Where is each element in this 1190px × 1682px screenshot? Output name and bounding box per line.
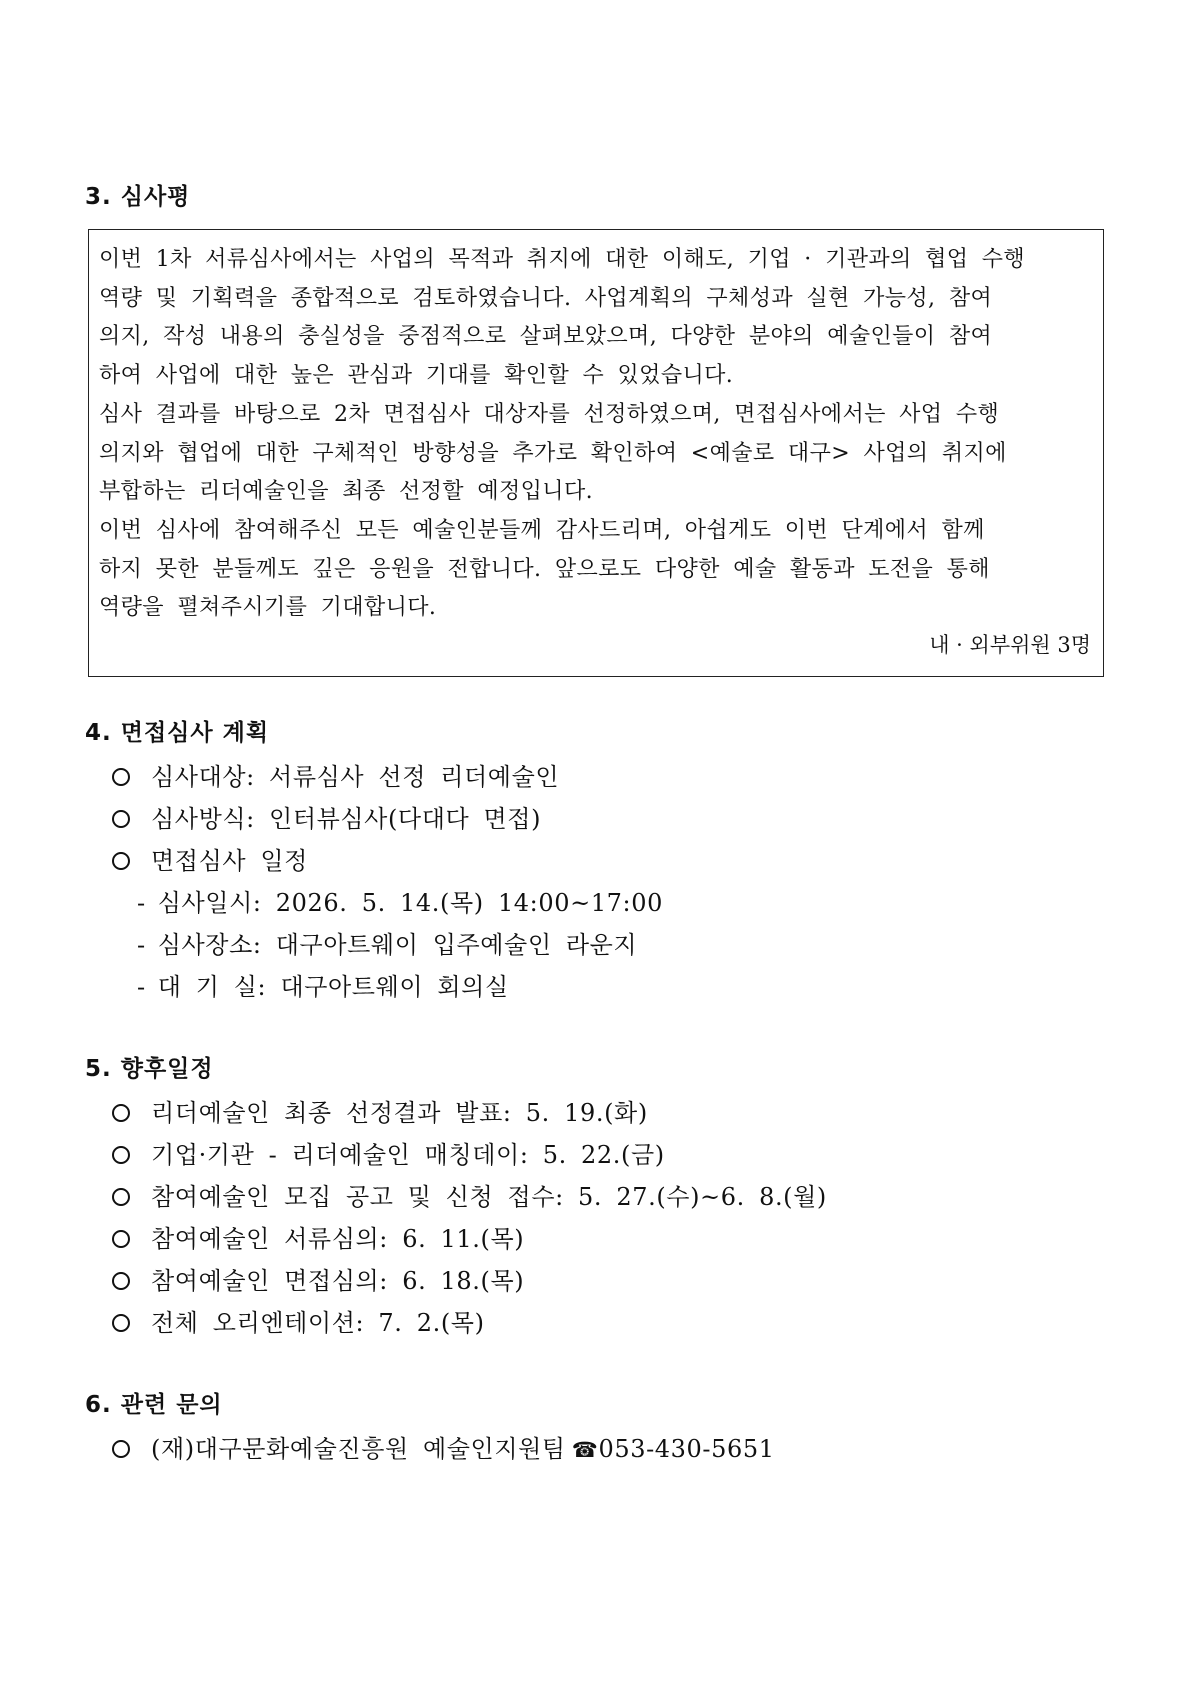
list-item [112, 798, 559, 840]
hollow-circle-icon [112, 1272, 130, 1290]
hollow-circle-icon [112, 1188, 130, 1206]
review-box [88, 229, 1104, 677]
interview-plan-list [112, 756, 559, 882]
review-line: 부합하는 리더예술인을 최종 선정할 예정입니다. [99, 479, 594, 505]
review-text [99, 241, 1089, 628]
hollow-circle-icon [112, 1104, 130, 1122]
list-item [112, 1260, 827, 1302]
list-item [112, 1134, 827, 1176]
list-item [112, 1302, 827, 1344]
review-signature: 내 · 외부위원 3명 [929, 633, 1091, 657]
list-item-text: 면접심사 일정 [151, 847, 308, 875]
list-item-text: 참여예술인 면접심의: 6. 18.(목) [151, 1267, 525, 1295]
review-line: 이번 1차 서류심사에서는 사업의 목적과 취지에 대한 이해도, 기업 · 기관과의 협업 수행 [99, 247, 1026, 272]
list-item-text: 심사대상: 서류심사 선정 리더예술인 [151, 763, 560, 791]
list-item [112, 1092, 827, 1134]
list-item [112, 840, 559, 882]
list-item [112, 1218, 827, 1260]
review-line: 역량 및 기획력을 종합적으로 검토하였습니다. 사업계획의 구체성과 실현 가능성, 참여 [99, 285, 993, 311]
review-line: 의지, 작성 내용의 충실성을 중점적으로 살펴보았으며, 다양한 분야의 예술인들이 참여 [99, 324, 993, 350]
list-item-text: 기업·기관 - 리더예술인 매칭데이: 5. 22.(금) [151, 1141, 665, 1169]
review-line: 하여 사업에 대한 높은 관심과 기대를 확인할 수 있었습니다. [99, 363, 734, 389]
hollow-circle-icon [112, 768, 130, 786]
list-item-text: 참여예술인 서류심의: 6. 11.(목) [151, 1225, 525, 1253]
list-item-text: 전체 오리엔테이션: 7. 2.(목) [151, 1309, 485, 1337]
telephone-icon: ☎ [571, 1438, 599, 1462]
hollow-circle-icon [112, 852, 130, 870]
contact-organization: (재)대구문화예술진흥원 예술인지원팀 [151, 1435, 566, 1463]
section-3-title: 3. 심사평 [85, 184, 191, 210]
list-item-text: 리더예술인 최종 선정결과 발표: 5. 19.(화) [151, 1099, 648, 1127]
contact-list [112, 1428, 775, 1470]
interview-schedule-list [137, 882, 663, 1008]
future-schedule-list [112, 1092, 827, 1344]
hollow-circle-icon [112, 1230, 130, 1248]
hollow-circle-icon [112, 1314, 130, 1332]
sub-list-item-text: 대 기 실: 대구아트웨이 회의실 [157, 973, 509, 1001]
hollow-circle-icon [112, 1440, 130, 1458]
contact-phone: 053-430-5651 [598, 1435, 775, 1463]
list-item-text: 심사방식: 인터뷰심사(다대다 면접) [151, 805, 542, 833]
review-line: 이번 심사에 참여해주신 모든 예술인분들께 감사드리며, 아쉽게도 이번 단계에서 함께 [99, 517, 985, 543]
section-6-title: 6. 관련 문의 [85, 1392, 223, 1418]
dash-marker: - [137, 889, 146, 917]
section-4-title: 4. 면접심사 계획 [85, 720, 270, 746]
list-item-text: 참여예술인 모집 공고 및 신청 접수: 5. 27.(수)~6. 8.(월) [151, 1183, 827, 1211]
hollow-circle-icon [112, 1146, 130, 1164]
sub-list-item [137, 882, 663, 924]
dash-marker: - [137, 931, 146, 959]
section-5-title: 5. 향후일정 [85, 1056, 214, 1082]
contact-item [112, 1428, 775, 1470]
hollow-circle-icon [112, 810, 130, 828]
review-line: 하지 못한 분들께도 깊은 응원을 전합니다. 앞으로도 다양한 예술 활동과 도전을 통해 [99, 556, 990, 582]
dash-marker: - [137, 973, 146, 1001]
list-item [112, 756, 559, 798]
review-line: 역량을 펼쳐주시기를 기대합니다. [99, 595, 437, 621]
sub-list-item [137, 924, 663, 966]
review-line: 의지와 협업에 대한 구체적인 방향성을 추가로 확인하여 <예술로 대구> 사업의 취지에 [99, 440, 1007, 466]
review-line: 심사 결과를 바탕으로 2차 면접심사 대상자를 선정하였으며, 면접심사에서는 사업 수행 [99, 401, 1000, 427]
sub-list-item-text: 심사일시: 2026. 5. 14.(목) 14:00~17:00 [157, 889, 663, 917]
list-item [112, 1176, 827, 1218]
sub-list-item [137, 966, 663, 1008]
sub-list-item-text: 심사장소: 대구아트웨이 입주예술인 라운지 [157, 931, 638, 959]
